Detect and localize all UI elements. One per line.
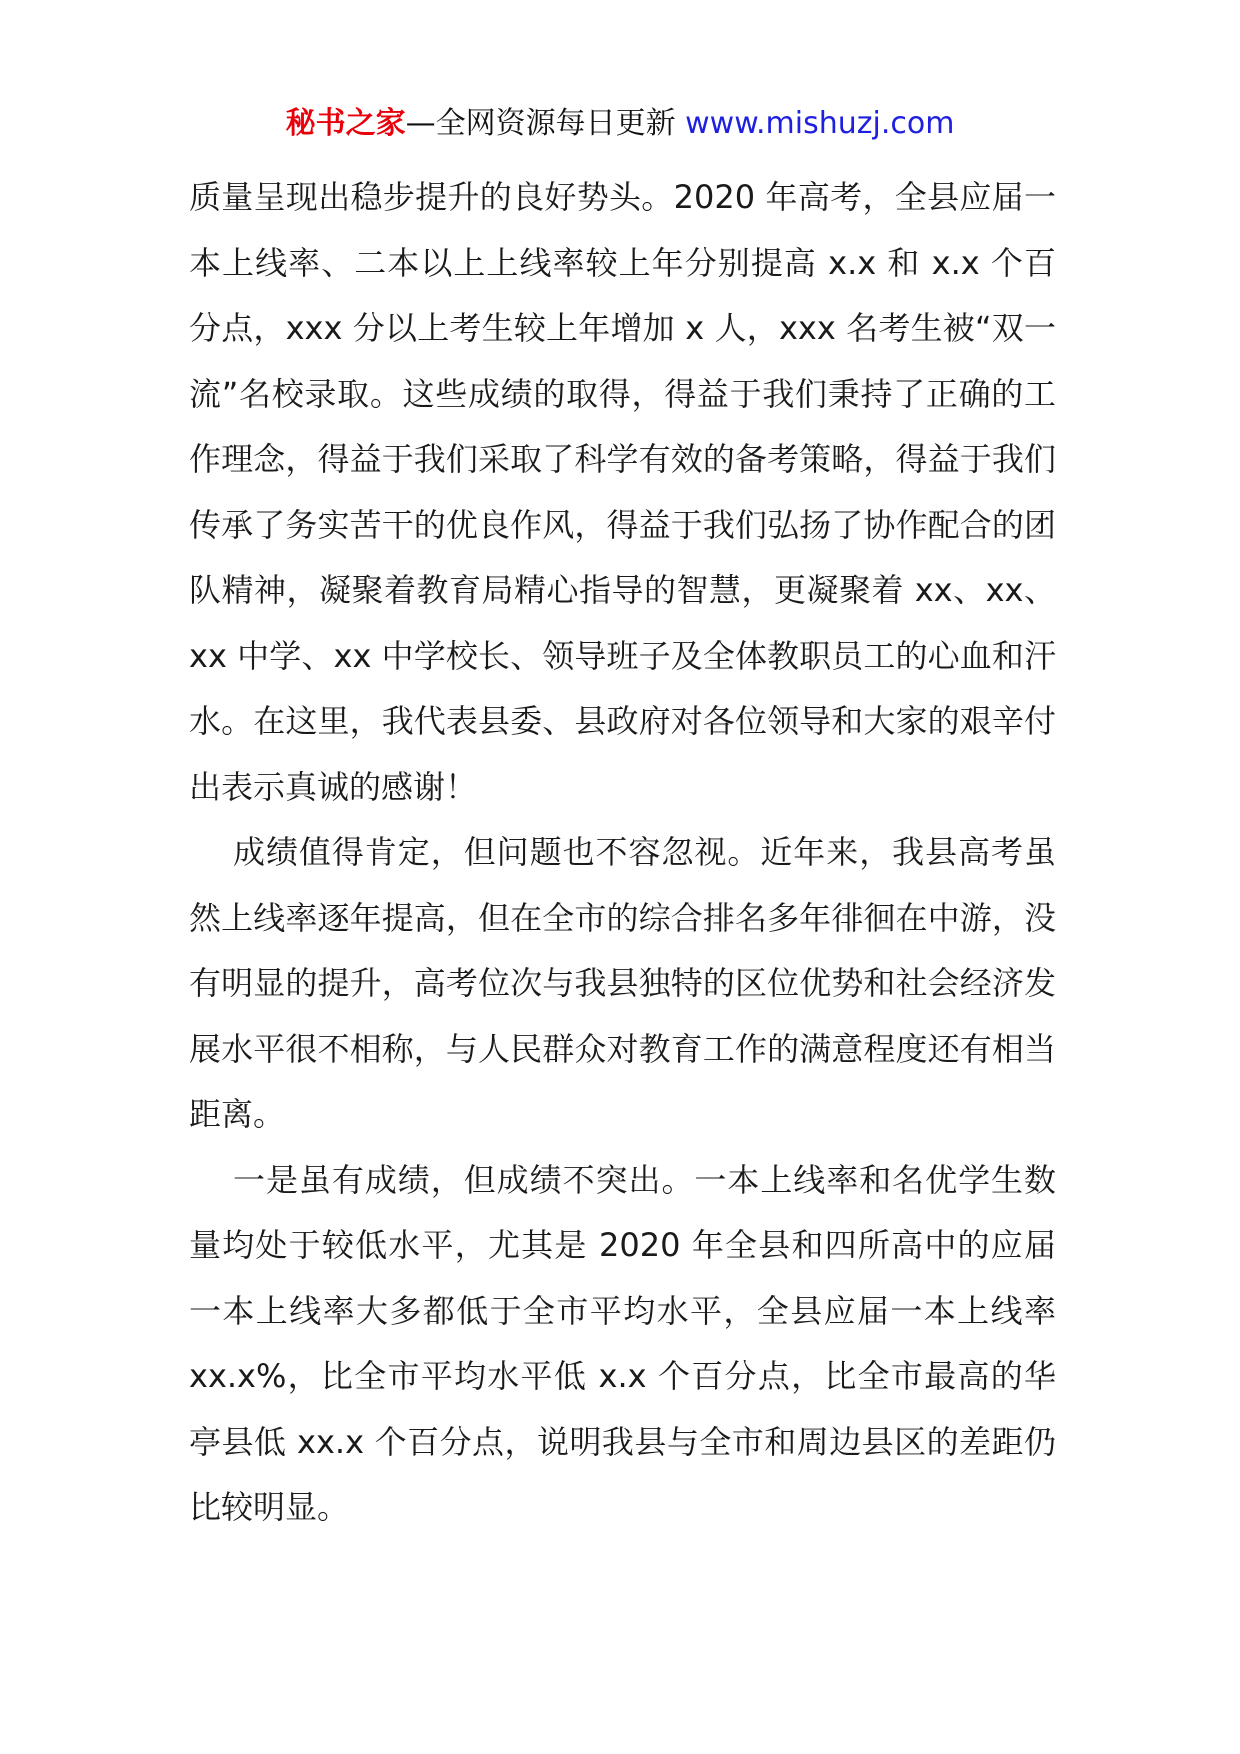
paragraph-2: 成绩值得肯定，但问题也不容忽视。近年来，我县高考虽然上线率逐年提高，但在全市的综合排名多年徘徊在中游，没有明显的提升，高考位次与我县独特的区位优势和社会经济发展水平很不相称，与人民群众对教育工作的满意程度还有相当距离。 <box>189 833 1056 1133</box>
header-brand: 秘书之家 <box>285 106 406 141</box>
document-body <box>189 165 1056 1541</box>
page-header <box>0 104 1240 144</box>
paragraph-1: 质量呈现出稳步提升的良好势头。2020 年高考，全县应届一本上线率、二本以上上线率较上年分别提高 x.x 和 x.x 个百分点，xxx 分以上考生较上年增加 x 人，xxx 名考生被“双一流”名校录取。这些成绩的取得，得益于我们秉持了正确的工作理念，得益于我们采取了科学有效的备考策略，得益于我们传承了务实苦干的优良作风，得益于我们弘扬了协作配合的团队精神，凝聚着教育局精心指导的智慧，更凝聚着 xx、xx、xx 中学、xx 中学校长、领导班子及全体教职员工的心血和汗水。在这里，我代表县委、县政府对各位领导和大家的艰辛付出表示真诚的感谢！ <box>189 178 1056 806</box>
paragraph-3: 一是虽有成绩，但成绩不突出。一本上线率和名优学生数量均处于较低水平，尤其是 2020 年全县和四所高中的应届一本上线率大多都低于全市平均水平，全县应届一本上线率 xx.x%，比全市平均水平低 x.x 个百分点，比全市最高的华亭县低 xx.x 个百分点，说明我县与全市和周边县区的差距仍比较明显。 <box>189 1160 1056 1526</box>
header-slogan: —全网资源每日更新 <box>405 106 686 141</box>
header-url[interactable]: www.mishuzj.com <box>685 106 955 141</box>
